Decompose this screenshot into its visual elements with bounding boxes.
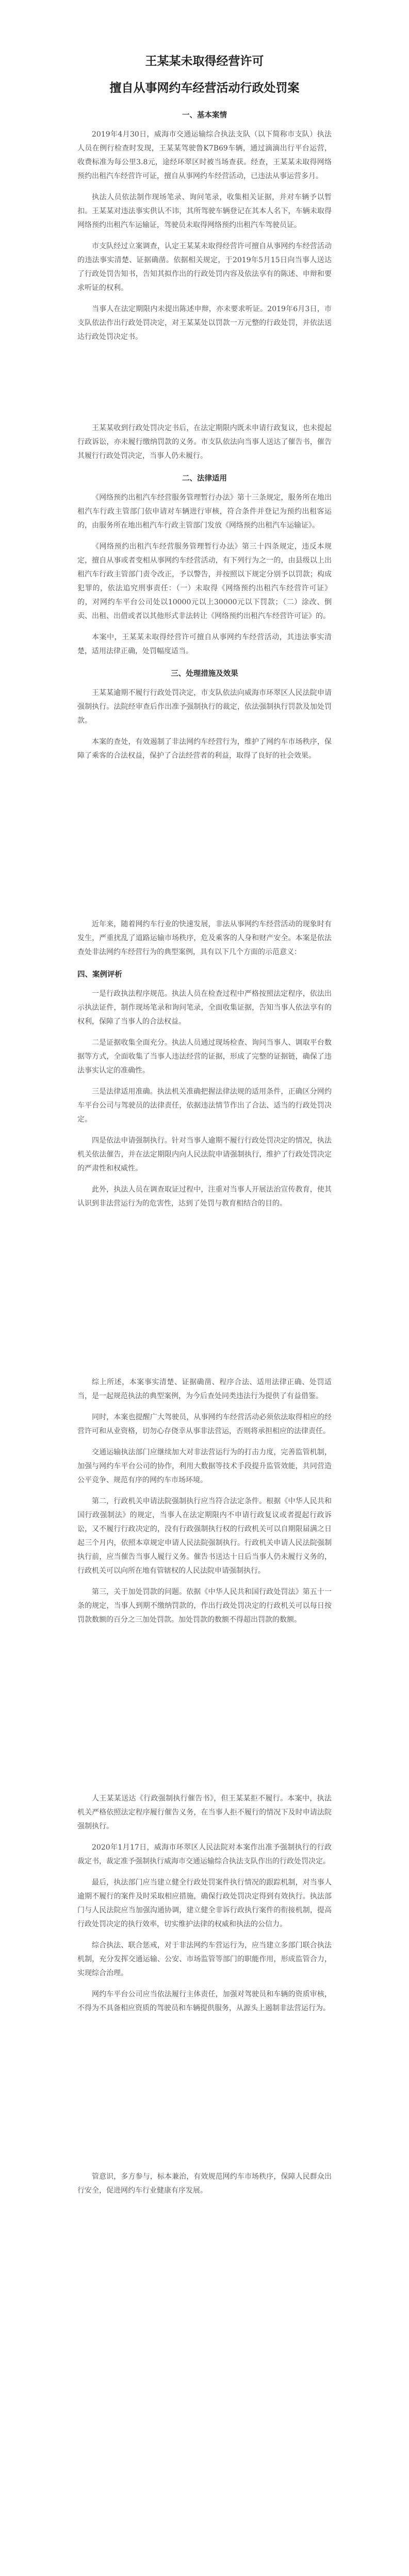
paragraph: 执法人员依法制作现场笔录、询问笔录，收集相关证据，并对车辆予以暂扣。王某某对违法事实供认不讳，其所驾驶车辆登记在其本人名下，车辆未取得网络预约出租汽车运输证，驾驶员未取得网络预约出租汽车驾驶员证。	[77, 193, 332, 229]
section-heading-case-analysis: 四、案例评析	[77, 971, 122, 979]
paragraph: 王某某逾期不履行行政处罚决定，市支队依法向威海市环翠区人民法院申请强制执行。法院经审查后作出准予强制执行的裁定，依法强制执行罚款及加处罚款。	[77, 689, 332, 725]
document-title-line1: 王某某未取得经营许可	[145, 55, 264, 68]
section-conclusion	[0, 2170, 409, 2198]
paragraph: 本案的查处，有效遏制了非法网约车经营行为，维护了网约车市场秩序，保障了乘客的合法权益，保护了合法经营者的利益，取得了良好的社会效果。	[77, 738, 332, 760]
paragraph: 此外，执法人员在调查取证过程中，注重对当事人开展法治宣传教育，使其认识到非法营运行为的危害性，达到了处罚与教育相结合的目的。	[77, 1185, 332, 1208]
paragraph: 2020年1月17日，威海市环翠区人民法院对本案作出准予强制执行的行政裁定书，裁定准予强制执行威海市交通运输综合执法支队作出的行政处罚决定。	[77, 1843, 332, 1866]
paragraph: 第三，关于加处罚款的问题。依据《中华人民共和国行政处罚法》第五十一条的规定，当事人到期不缴纳罚款的，作出行政处罚决定的行政机关可以每日按罚款数额的百分之三加处罚款。加处罚款的数额不得超出罚款的数额。	[77, 1588, 332, 1624]
section-measures-effects	[0, 668, 409, 763]
section-commentary	[0, 1376, 409, 1627]
paragraph: 第二，行政机关申请法院强制执行应当符合法定条件。根据《中华人民共和国行政强制法》的规定，当事人在法定期限内不申请行政复议或者提起行政诉讼，又不履行行政决定的，没有行政强制执行权的行政机关可以自期限届满之日起三个月内，依照本章规定申请人民法院强制执行。行政机关申请人民法院强制执行前，应当催告当事人履行义务。催告书送达十日后当事人仍未履行义务的，行政机关可以向所在地有管辖权的人民法院申请强制执行。	[77, 1497, 332, 1575]
paragraph: 交通运输执法部门应继续加大对非法营运行为的打击力度，完善监管机制，加强与网约车平台公司的协作，利用大数据等技术手段提升监管效能，共同营造公平竞争、规范有序的网约车市场环境。	[77, 1448, 332, 1484]
section-basic-facts	[0, 109, 409, 344]
paragraph: 管意识，多方参与，标本兼治，有效规范网约车市场秩序，保障人民群众出行安全，促进网约车行业健康有序发展。	[77, 2173, 332, 2195]
paragraph: 综上所述，本案事实清楚、证据确凿、程序合法、适用法律正确、处罚适当，是一起规范执法的典型案例，为今后查处同类违法行为提供了有益借鉴。	[77, 1378, 332, 1400]
paragraph: 网约车平台公司应当依法履行主体责任，加强对驾驶员和车辆的资质审核，不得为不具备相应资质的驾驶员和车辆提供服务，从源头上遏制非法营运行为。	[77, 1990, 332, 2012]
paragraph: 人王某某送达《行政强制执行催告书》，但王某某拒不履行。本案中，执法机关严格依照法定程序履行催告义务，在当事人拒不履行的情况下及时申请法院强制执行。	[77, 1794, 332, 1831]
section-case-analysis	[0, 918, 409, 1211]
paragraph: 二是证据收集全面充分。执法人员通过现场检查、询问当事人、调取平台数据等方式，全面收集了当事人违法经营的证据，形成了完整的证据链，确保了违法事实认定的准确性。	[77, 1039, 332, 1075]
section-heading-basic-facts: 一、基本案情	[182, 111, 227, 120]
section-enforcement	[0, 1792, 409, 2015]
paragraph: 三是法律适用准确。执法机关准确把握法律法规的适用条件，正确区分网约车平台公司与驾驶员的法律责任，依据违法情节作出了合法、适当的行政处罚决定。	[77, 1088, 332, 1124]
paragraph: 市支队经过立案调查，认定王某某未取得经营许可擅自从事网约车经营活动的违法事实清楚、证据确凿。依据相关规定，于2019年5月15日向当事人送达了行政处罚告知书，告知其拟作出的行政处罚内容及依法享有的陈述、申辩和要求听证的权利。	[77, 242, 332, 292]
paragraph: 同时，本案也提醒广大驾驶员，从事网约车经营活动必须依法取得相应的经营许可和从业资格，切勿心存侥幸从事非法营运，否则将承担相应的法律责任。	[77, 1413, 332, 1435]
section-heading-measures-effects: 三、处理措施及效果	[171, 670, 238, 678]
paragraph: 综合执法、联合惩戒，对于非法网约车营运行为，应当建立多部门联合执法机制，充分发挥交通运输、公安、市场监管等部门的职能作用，形成监管合力，实现综合治理。	[77, 1941, 332, 1977]
document-title-line2: 擅自从事网约车经营活动行政处罚案	[109, 81, 300, 95]
paragraph: 王某某收到行政处罚决定书后，在法定期限内既未申请行政复议，也未提起行政诉讼，亦未履行缴纳罚款的义务。市支队依法向当事人送达了催告书，催告其履行行政处罚决定，当事人仍未履行。	[77, 424, 332, 460]
section-law-application	[0, 472, 409, 658]
paragraph: 一是行政执法程序规范。执法人员在检查过程中严格按照法定程序，依法出示执法证件，制作现场笔录和询问笔录，全面收集证据，告知当事人依法享有的权利，保障了当事人的合法权益。	[77, 990, 332, 1026]
paragraph: 《网络预约出租汽车经营服务管理暂行办法》第三十四条规定，违反本规定，擅自从事或者变相从事网约车经营活动，有下列行为之一的，由县级以上出租汽车行政主管部门责令改正，予以警告，并按照以下规定分别予以罚款；构成犯罪的，依法追究刑事责任：（一）未取得《网络预约出租汽车经营许可证》的，对网约车平台公司处以10000元以上30000元以下罚款；（二）涂改、倒卖、出租、出借或者以其他形式非法转让《网络预约出租汽车经营许可证》的。	[77, 543, 332, 620]
section-heading-law-application: 二、法律适用	[182, 474, 227, 483]
paragraph: 四是依法申请强制执行。针对当事人逾期不履行行政处罚决定的情况，执法机关依法催告，并在法定期限内向人民法院申请强制执行，维护了行政处罚决定的严肃性和权威性。	[77, 1137, 332, 1173]
paragraph: 当事人在法定期限内未提出陈述申辩，亦未要求听证。2019年6月3日，市支队依法作出行政处罚决定，对王某某处以罚款一万元整的行政处罚，并依法送达行政处罚决定书。	[77, 305, 332, 341]
paragraph: 最后，执法部门应当建立健全行政处罚案件执行情况的跟踪机制，对当事人逾期不履行的案件及时采取相应措施，确保行政处罚决定得到有效执行。执法部门与人民法院应当加强沟通协调，建立健全非诉行政执行案件的衔接机制，提高行政处罚决定的执行效率，切实维护法律的权威和执法的公信力。	[77, 1878, 332, 1928]
section-continued	[0, 421, 409, 463]
paragraph: 近年来，随着网约车行业的快速发展，非法从事网约车经营活动的现象时有发生，严重扰乱了道路运输市场秩序，危及乘客的人身和财产安全。本案是依法查处非法网约车经营行为的典型案例，具有以下几个方面的示范意义：	[77, 920, 332, 956]
paragraph: 2019年4月30日，威海市交通运输综合执法支队（以下简称市支队）执法人员在例行检查时发现，王某某驾驶鲁K7B69车辆，通过滴滴出行平台运营，收费标准为每公里3.8元，途经环翠区时被当场查获。经查，王某某未取得网络预约出租汽车经营许可证，擅自从事网约车经营活动，已违法从事运营多月。	[77, 130, 332, 180]
paragraph: 本案中，王某某未取得经营许可擅自从事网约车经营活动，其违法事实清楚，适用法律正确，处罚幅度适当。	[77, 633, 332, 655]
paragraph: 《网络预约出租汽车经营服务管理暂行办法》第十三条规定，服务所在地出租汽车行政主管部门依申请对车辆进行审核，符合条件并登记为预约出租客运的，由服务所在地出租汽车行政主管部门发放《网络预约出租汽车运输证》。	[77, 494, 332, 530]
